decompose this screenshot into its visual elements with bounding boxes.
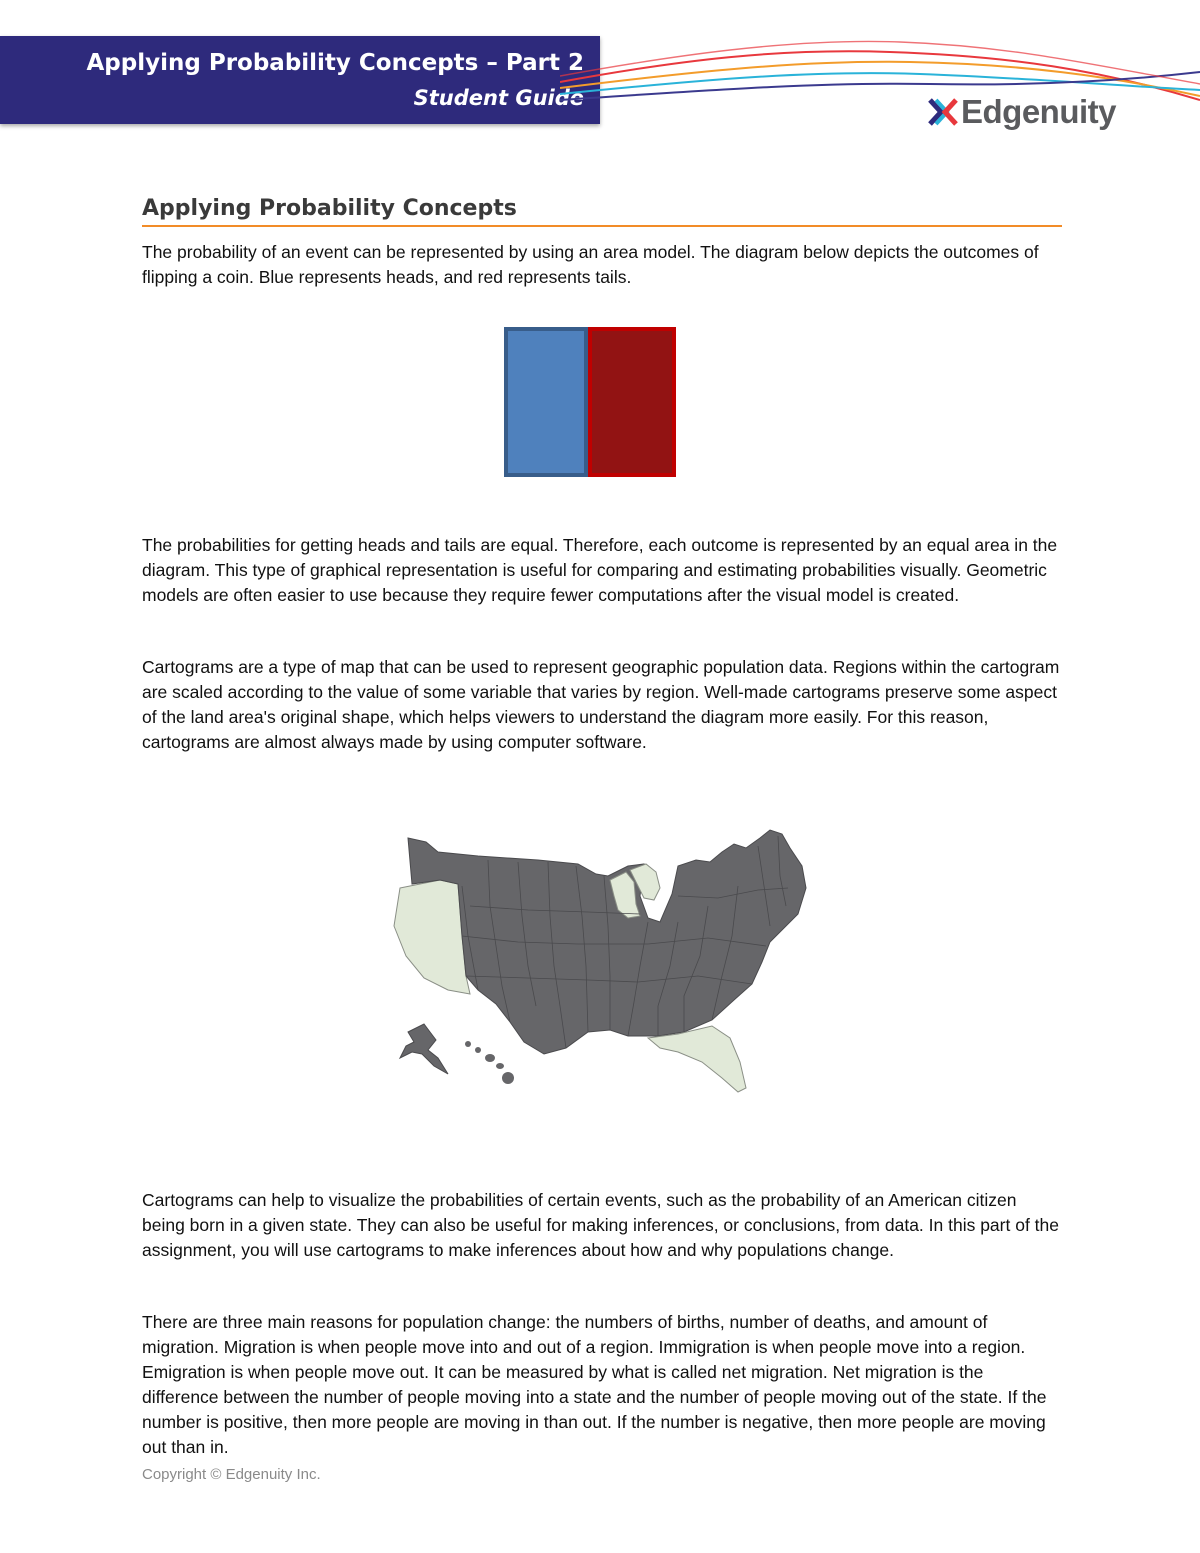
migration-paragraph: There are three main reasons for population change: the numbers of births, number of deaths, and amount of migration. Migration is when people move into and out of a region. Immigration is when people move into a region. Emigration is when people move out. It can be measured by what is called net migration. Net migration is the difference between the number of people moving into a state and the number of people moving out of the state. If the number is positive, then more people are moving in than out. If the number is negative, then more people are moving out than in. — [142, 1312, 1047, 1457]
cartogram-paragraph: Cartograms are a type of map that can be used to represent geographic population data. Regions within the cartogram are scaled according to the value of some variable that varies by region. Well-made cartograms preserve some aspect of the land area's original shape, which helps viewers to understand the diagram more easily. For this reason, cartograms are almost always made by using computer software. — [142, 657, 1060, 752]
header-band — [0, 36, 600, 124]
logo-wordmark: Edgenuity — [961, 93, 1117, 130]
visualize-paragraph: Cartograms can help to visualize the probabilities of certain events, such as the probability of an American citizen being born in a given state. They can also be useful for making inferences, or conclusions, from data. In this part of the assignment, you will use cartograms to make inferences about how and why populations change. — [142, 1190, 1059, 1260]
alaska-region — [400, 1024, 448, 1074]
intro-paragraph: The probability of an event can be represented by using an area model. The diagram below depicts the outcomes of flipping a coin. Blue represents heads, and red represents tails. — [142, 242, 1039, 287]
hawaii-region — [465, 1041, 514, 1084]
coin-area-model — [504, 327, 676, 477]
equal-area-paragraph: The probabilities for getting heads and tails are equal. Therefore, each outcome is represented by an equal area in the diagram. This type of graphical representation is useful for comparing and estimating probabilities visually. Geometric models are often easier to use because they require fewer computations after the visual model is created. — [142, 535, 1058, 605]
us-cartogram-map — [378, 826, 828, 1096]
document-subtitle: Student Guide — [413, 86, 584, 110]
florida-region — [648, 1026, 746, 1092]
edgenuity-x-icon — [927, 96, 959, 128]
heads-area — [504, 327, 588, 477]
edgenuity-logo — [927, 92, 1116, 132]
tails-area — [588, 327, 676, 477]
section-title: Applying Probability Concepts — [142, 196, 1062, 227]
main-states-region — [408, 830, 806, 1054]
document-title: Applying Probability Concepts – Part 2 — [86, 50, 584, 76]
copyright-footer: Copyright © Edgenuity Inc. — [142, 1466, 321, 1483]
